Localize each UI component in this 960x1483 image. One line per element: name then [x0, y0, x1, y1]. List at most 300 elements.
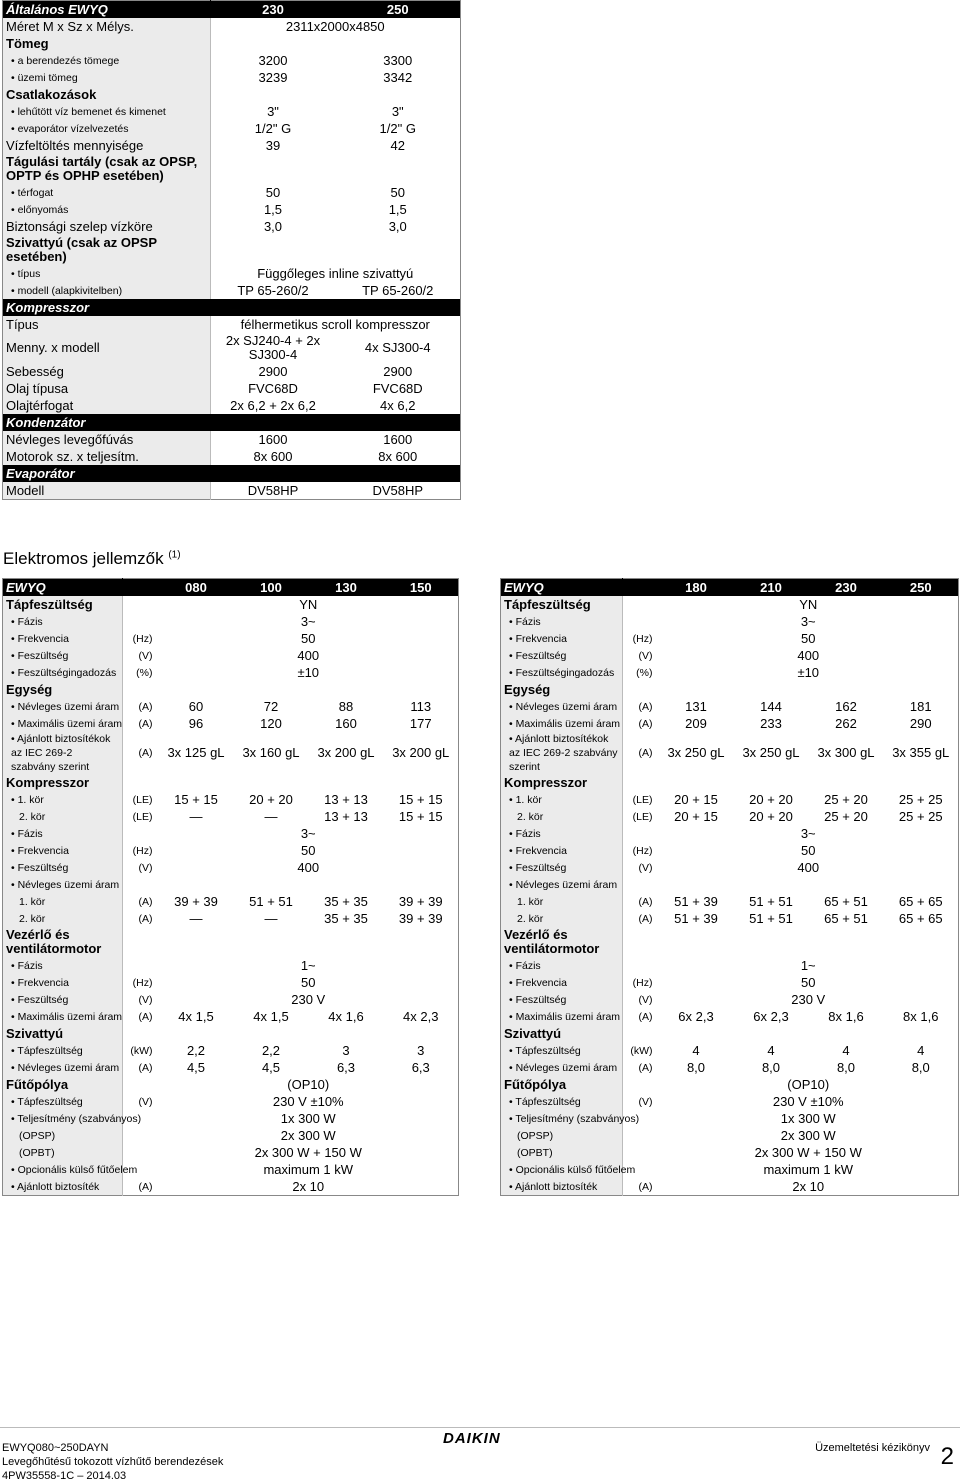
row-value [336, 154, 461, 184]
row-value: 3" [391, 103, 404, 119]
header-col: 230 [211, 1, 336, 19]
table-row [3, 333, 461, 363]
header-label: Általános EWYQ [3, 1, 211, 19]
electrical-specs-table-right [500, 578, 959, 1196]
row-value: 6x 2,3 [678, 1008, 714, 1024]
row-label: Evaporátor [3, 465, 461, 482]
row-label: Tápfeszültség [3, 596, 123, 613]
row-value: 4x 6,2 [380, 397, 416, 413]
table-header-row [3, 579, 459, 597]
row-value: 8,0 [836, 1059, 856, 1075]
table-header-row [501, 579, 959, 597]
row-label: Tágulási tartály (csak az OPSP, OPTP és OPHP esetében) [3, 154, 211, 184]
row-label: • Fázis [501, 825, 623, 842]
header-label: EWYQ [3, 579, 123, 597]
table-row [3, 299, 461, 316]
row-value: FVC68D [248, 380, 298, 396]
row-label: • Fázis [501, 957, 623, 974]
row-unit: (A) [638, 1010, 653, 1023]
row-label: • lehűtött víz bemenet és kimenet [3, 103, 211, 120]
row-value: — [189, 910, 203, 926]
row-unit [623, 774, 659, 791]
table-row [3, 35, 461, 52]
row-value [309, 774, 384, 791]
section-title: Elektromos jellemzők $^{(1)}$ [3, 549, 181, 568]
row-value: 400 [297, 647, 320, 663]
row-value: 290 [909, 715, 932, 731]
row-value [734, 927, 809, 957]
row-value: 162 [835, 698, 857, 714]
row-value [336, 35, 461, 52]
table-row [501, 664, 959, 681]
row-value: 6x 2,3 [753, 1008, 789, 1024]
row-value [234, 927, 309, 957]
row-value: 4 [842, 1042, 850, 1058]
row-label: • Teljesítmény (szabványos) [3, 1110, 123, 1127]
row-value: 181 [909, 698, 932, 714]
row-label: • Névleges üzemi áram [501, 1059, 623, 1076]
row-value: maximum 1 kW [263, 1161, 354, 1177]
row-label: • üzemi tömeg [3, 69, 211, 86]
table-row [3, 201, 461, 218]
general-specs-table [2, 0, 461, 500]
table-row [3, 774, 459, 791]
row-label: • Frekvencia [3, 974, 123, 991]
row-unit: (LE) [132, 793, 153, 806]
row-value [884, 681, 959, 698]
row-value: 65 + 51 [824, 893, 868, 909]
row-label: • előnyomás [3, 201, 211, 218]
row-label: • Maximális üzemi áram [501, 1008, 623, 1025]
row-value [809, 927, 884, 957]
row-label: • Ajánlott biztosíték [3, 1178, 123, 1196]
row-label: • Maximális üzemi áram [501, 715, 623, 732]
row-value: 3" [267, 103, 279, 119]
row-label: Típus [3, 316, 211, 333]
row-unit: (LE) [632, 810, 653, 823]
row-label: Kompresszor [501, 774, 623, 791]
row-value [734, 774, 809, 791]
row-unit: (V) [638, 649, 653, 662]
table-row [3, 465, 461, 482]
row-value: DV58HP [247, 482, 299, 498]
table-row [3, 1025, 459, 1042]
row-value: 3239 [258, 69, 288, 85]
row-label: Méret M x Sz x Mélys. [3, 18, 211, 35]
row-label: 2. kör [501, 910, 623, 927]
row-unit: (LE) [132, 810, 153, 823]
row-value: 65 + 65 [898, 910, 943, 926]
row-unit: (V) [638, 993, 653, 1006]
row-value: 3300 [383, 52, 413, 68]
header-col: 250 [884, 579, 959, 597]
row-value: 144 [760, 698, 782, 714]
row-value [234, 774, 309, 791]
table-row [501, 1093, 959, 1110]
table-row [501, 1110, 959, 1127]
row-value: 3~ [800, 825, 816, 841]
header-label: EWYQ [501, 579, 623, 597]
row-label: • Maximális üzemi áram [3, 715, 123, 732]
table-row [3, 957, 459, 974]
table-row [501, 732, 959, 774]
row-value [384, 774, 459, 791]
row-value [309, 876, 384, 893]
row-unit: (A) [638, 1180, 653, 1193]
row-unit: (kW) [630, 1044, 653, 1057]
row-label: • modell (alapkivitelben) [3, 282, 211, 299]
row-value: 25 + 20 [824, 791, 868, 807]
row-value: 1600 [383, 431, 413, 447]
row-value: 8x 600 [378, 448, 418, 464]
row-value: 3x 355 gL [892, 745, 950, 760]
row-label: Sebesség [3, 363, 211, 380]
table-row [501, 698, 959, 715]
table-row [501, 1144, 959, 1161]
row-unit [623, 876, 659, 893]
row-label: Vízfeltöltés mennyisége [3, 137, 211, 154]
table-row [3, 1110, 459, 1127]
row-value: 3~ [800, 613, 816, 629]
row-value: TP 65-260/2 [237, 282, 309, 298]
table-row [3, 974, 459, 991]
row-unit: (A) [638, 700, 653, 713]
table-row [3, 184, 461, 201]
table-row [501, 957, 959, 974]
row-value: 2x 300 W [280, 1127, 336, 1143]
row-value: 2x 300 W [780, 1127, 836, 1143]
row-label: Vezérlő és ventilátormotor [501, 927, 623, 957]
table-row [3, 1161, 459, 1178]
row-value: 4x SJ300-4 [364, 340, 431, 355]
row-value [309, 681, 384, 698]
row-value [211, 86, 336, 103]
header-col: 080 [159, 579, 234, 597]
row-label: Névleges levegőfúvás [3, 431, 211, 448]
row-label: Tömeg [3, 35, 211, 52]
row-unit: (Hz) [132, 632, 153, 645]
row-value: 230 V ±10% [772, 1093, 844, 1109]
row-label: • Tápfeszültség [501, 1093, 623, 1110]
row-label: Modell [3, 482, 211, 500]
row-value: 3x 300 gL [817, 745, 875, 760]
row-value: 42 [390, 137, 405, 153]
row-unit: (V) [138, 993, 153, 1006]
table-row [3, 431, 461, 448]
table-row [501, 808, 959, 825]
row-value: 8,0 [686, 1059, 706, 1075]
row-value: 51 + 51 [749, 893, 793, 909]
row-label: Fűtőpólya [3, 1076, 123, 1093]
row-label: • Teljesítmény (szabványos) [501, 1110, 623, 1127]
row-label: • evaporátor vízelvezetés [3, 120, 211, 137]
row-value: 20 + 15 [674, 808, 718, 824]
row-label: • Frekvencia [501, 630, 623, 647]
row-value: 39 + 39 [398, 893, 443, 909]
row-value: 4x 2,3 [403, 1008, 439, 1024]
row-value: (OP10) [287, 1076, 330, 1092]
row-unit [123, 957, 159, 974]
row-unit: (Hz) [132, 844, 153, 857]
row-value: 13 + 13 [324, 808, 368, 824]
row-value: 233 [760, 715, 782, 731]
row-value: 3~ [300, 825, 316, 841]
table-row [501, 791, 959, 808]
row-unit [623, 927, 659, 957]
table-row [3, 893, 459, 910]
row-label: • Ajánlott biztosítékok az IEC 269-2 szabvány szerint [3, 732, 123, 774]
row-value: 3 [342, 1042, 350, 1058]
header-col: 180 [659, 579, 734, 597]
row-label: • térfogat [3, 184, 211, 201]
row-value: 8,0 [911, 1059, 930, 1075]
row-value: 209 [685, 715, 707, 731]
row-value: 1~ [300, 957, 316, 973]
row-label: Csatlakozások [3, 86, 211, 103]
row-value: 3x 250 gL [742, 745, 800, 760]
row-label: • a berendezés tömege [3, 52, 211, 69]
row-value: YN [299, 596, 318, 612]
row-unit [123, 774, 159, 791]
daikin-logo: DAIKIN [443, 1430, 501, 1447]
row-value: 3x 160 gL [242, 745, 300, 760]
row-label: • Fázis [3, 613, 123, 630]
row-value: — [264, 910, 278, 926]
row-value: 25 + 20 [824, 808, 868, 824]
row-label: • Fázis [501, 613, 623, 630]
row-unit: (V) [138, 861, 153, 874]
row-value: 4,5 [186, 1059, 206, 1075]
row-unit [123, 1076, 159, 1093]
row-value [234, 1025, 309, 1042]
row-value: 3x 125 gL [167, 745, 225, 760]
row-value: 50 [265, 184, 281, 200]
row-label: • 1. kör [501, 791, 623, 808]
table-row [3, 52, 461, 69]
row-value: 3x 200 gL [392, 745, 450, 760]
row-unit: (A) [638, 912, 653, 925]
row-value: 8x 1,6 [828, 1008, 864, 1024]
table-row [3, 363, 461, 380]
row-value: 50 [801, 974, 816, 990]
row-unit [623, 681, 659, 698]
row-value [809, 681, 884, 698]
row-unit [123, 927, 159, 957]
table-row [501, 1042, 959, 1059]
header-col: 230 [809, 579, 884, 597]
table-row [3, 482, 461, 500]
row-value: ±10 [797, 664, 820, 680]
row-value: 3200 [258, 52, 288, 68]
page-number: 2 [940, 1443, 954, 1470]
row-label: Motorok sz. x teljesítm. [3, 448, 211, 465]
row-label: • Feszültség [501, 859, 623, 876]
row-value: 35 + 35 [324, 910, 368, 926]
row-value: 60 [188, 698, 204, 714]
header-col: 250 [336, 1, 461, 19]
row-label: • Feszültség [3, 991, 123, 1008]
row-unit [623, 596, 659, 613]
row-value: 2,2 [186, 1042, 206, 1058]
row-value [234, 876, 309, 893]
row-value: 2900 [383, 363, 413, 379]
row-value: 50 [301, 842, 316, 858]
table-row [501, 1178, 959, 1196]
row-unit: (V) [638, 861, 653, 874]
footer-description: Levegőhűtésű tokozott vízhűtő berendezések [2, 1456, 224, 1468]
footer-manual: Üzemeltetési kézikönyv [815, 1442, 930, 1454]
row-label: 2. kör [3, 808, 123, 825]
row-value: 88 [338, 698, 354, 714]
row-value [159, 927, 234, 957]
row-value: 50 [301, 630, 316, 646]
row-unit: (A) [138, 747, 153, 759]
table-row [501, 825, 959, 842]
table-row [501, 910, 959, 927]
table-row [3, 218, 461, 235]
row-label: • Feszültségingadozás [501, 664, 623, 681]
row-unit [123, 681, 159, 698]
row-value: 4 [767, 1042, 775, 1058]
row-unit [623, 1144, 659, 1161]
table-row [3, 910, 459, 927]
row-value: 51 + 39 [674, 893, 718, 909]
table-row [501, 715, 959, 732]
row-unit [123, 1144, 159, 1161]
row-value: maximum 1 kW [763, 1161, 854, 1177]
table-row [3, 414, 461, 431]
table-row [501, 647, 959, 664]
table-row [3, 448, 461, 465]
table-row [3, 808, 459, 825]
row-label: Olajtérfogat [3, 397, 211, 414]
table-row [3, 791, 459, 808]
table-row [501, 893, 959, 910]
table-row [3, 698, 459, 715]
row-value [809, 876, 884, 893]
table-row [3, 927, 459, 957]
row-value [159, 774, 234, 791]
row-value: 3x 200 gL [317, 745, 375, 760]
row-label: Tápfeszültség [501, 596, 623, 613]
row-value: 96 [188, 715, 204, 731]
row-label: • Ajánlott biztosítékok az IEC 269-2 szabvány szerint [501, 732, 623, 774]
row-label: • Feszültség [3, 647, 123, 664]
row-value: 2x 10 [792, 1178, 825, 1194]
row-unit: (Hz) [632, 632, 653, 645]
row-label: • Tápfeszültség [3, 1042, 123, 1059]
row-value: 1x 300 W [780, 1110, 836, 1126]
row-label: Olaj típusa [3, 380, 211, 397]
row-value: 39 + 39 [174, 893, 218, 909]
row-value: 1600 [258, 431, 288, 447]
footer-doc-code: 4PW35558-1C – 2014.03 [2, 1470, 127, 1482]
table-row [3, 1093, 459, 1110]
header-col: 210 [734, 579, 809, 597]
row-value: 4x 1,5 [253, 1008, 289, 1024]
table-row [3, 69, 461, 86]
row-value: 400 [797, 859, 820, 875]
header-col [123, 579, 159, 597]
row-label: Szivattyú [3, 1025, 123, 1042]
table-row [3, 1178, 459, 1196]
row-value: 3 [417, 1042, 425, 1058]
row-label: 1. kör [3, 893, 123, 910]
row-value [659, 927, 734, 957]
row-unit: (A) [138, 1180, 153, 1193]
table-row [3, 282, 461, 299]
row-value: 1,5 [388, 201, 407, 217]
row-value [659, 774, 734, 791]
row-value: 8x 1,6 [903, 1008, 939, 1024]
row-value: 15 + 15 [398, 791, 443, 807]
row-label: Vezérlő és ventilátormotor [3, 927, 123, 957]
row-value: DV58HP [372, 482, 424, 498]
row-value [211, 154, 336, 184]
table-row [3, 842, 459, 859]
row-value: 15 + 15 [174, 791, 218, 807]
row-value [211, 35, 336, 52]
row-value: 35 + 35 [324, 893, 368, 909]
table-row [501, 1059, 959, 1076]
footer-left [2, 1441, 223, 1483]
table-row [501, 1127, 959, 1144]
row-unit: (V) [138, 649, 153, 662]
row-unit: (A) [138, 700, 153, 713]
row-value: 39 + 39 [398, 910, 443, 926]
row-unit [623, 1127, 659, 1144]
table-row [3, 1059, 459, 1076]
row-value: 20 + 20 [749, 791, 793, 807]
row-label: Kompresszor [3, 299, 461, 316]
row-value: 3x 250 gL [667, 745, 725, 760]
row-value: — [189, 808, 203, 824]
row-value: 4 [917, 1042, 925, 1058]
row-unit: (A) [138, 895, 153, 908]
row-value: 160 [335, 715, 357, 731]
row-value: 50 [390, 184, 405, 200]
row-unit: (A) [638, 717, 653, 730]
row-value [884, 774, 959, 791]
row-unit [623, 1076, 659, 1093]
row-value: 1~ [800, 957, 816, 973]
row-value: TP 65-260/2 [362, 282, 434, 298]
table-row [501, 681, 959, 698]
row-value: 131 [685, 698, 707, 714]
row-label: • típus [3, 265, 211, 282]
table-row [3, 265, 461, 282]
row-label: Fűtőpólya [501, 1076, 623, 1093]
table-row [3, 991, 459, 1008]
row-unit: (kW) [130, 1044, 153, 1057]
row-unit: (V) [638, 1095, 653, 1108]
row-value [234, 681, 309, 698]
header-col: 100 [234, 579, 309, 597]
table-row [3, 664, 459, 681]
row-value: 2x SJ240-4 + 2x SJ300-4 [225, 333, 321, 362]
row-label: • Névleges üzemi áram [3, 698, 123, 715]
table-row [3, 647, 459, 664]
row-unit: (A) [638, 1061, 653, 1074]
table-row [3, 1042, 459, 1059]
row-value: 20 + 20 [249, 791, 293, 807]
row-value: 113 [410, 698, 432, 714]
table-row [501, 1161, 959, 1178]
table-row [3, 1008, 459, 1025]
row-label: 2. kör [3, 910, 123, 927]
row-value: 2,2 [261, 1042, 281, 1058]
row-value: 65 + 51 [824, 910, 868, 926]
